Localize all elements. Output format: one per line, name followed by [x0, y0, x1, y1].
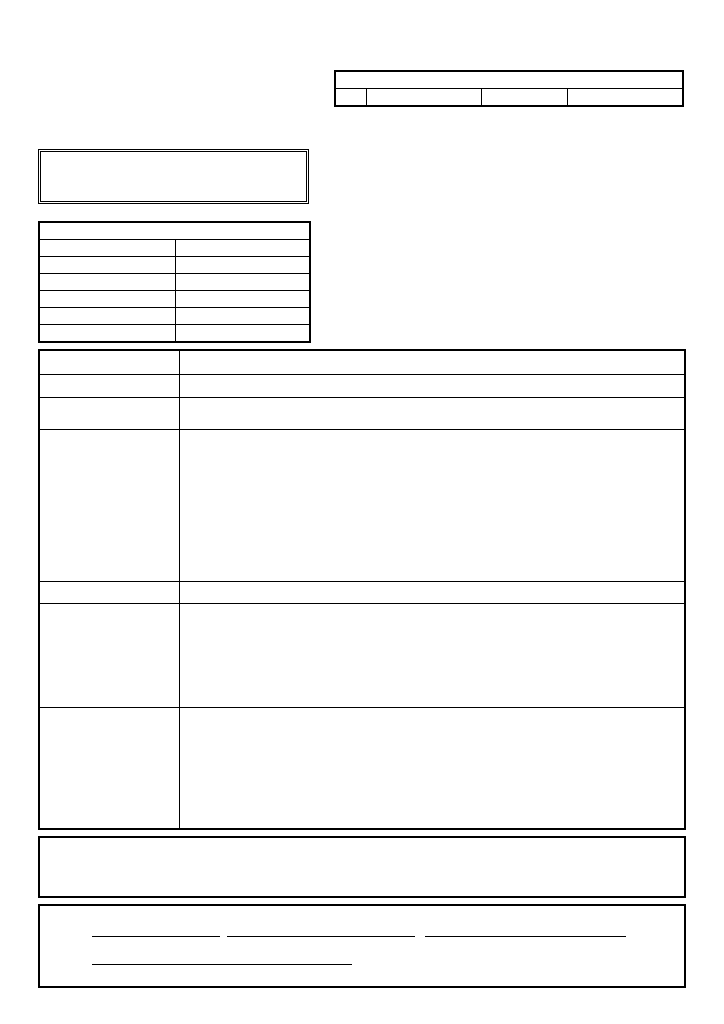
medicine-row: [40, 397, 684, 430]
measurement-title: [335, 71, 683, 89]
drink-time-label: [40, 582, 180, 604]
header-time: [367, 89, 481, 107]
company-field[interactable]: [227, 936, 415, 937]
office-label: [39, 240, 176, 257]
drink-amount-label: [40, 604, 180, 708]
basic-info-table: [38, 221, 311, 343]
sex-label: [39, 257, 176, 274]
drink-time-row: [40, 581, 684, 604]
header-count: [335, 89, 367, 107]
measurement-table: [334, 70, 684, 107]
questionnaire-table: [38, 349, 686, 830]
smoking-label: [40, 351, 180, 374]
height-label: [39, 308, 176, 325]
condition-label: [40, 708, 180, 829]
basic-info-title: [39, 222, 310, 240]
birth-label: [39, 274, 176, 291]
header-gargle: [568, 89, 683, 107]
sex-field[interactable]: [176, 257, 310, 274]
weight-label: [39, 325, 176, 343]
smoking-row: [40, 351, 684, 374]
confirmation-box: [38, 904, 686, 988]
weight-field[interactable]: [176, 325, 310, 343]
condition-row: [40, 707, 684, 829]
office-name-field[interactable]: [425, 936, 626, 937]
intake-row: [40, 429, 684, 582]
privacy-notice: [38, 149, 309, 204]
other-remarks-box[interactable]: [38, 836, 686, 898]
medicine-field[interactable]: [186, 398, 680, 430]
illness-row: [40, 374, 684, 398]
age-label: [39, 291, 176, 308]
medicine-label: [40, 398, 180, 430]
office-field[interactable]: [176, 240, 310, 257]
header-result: [481, 89, 568, 107]
illness-label: [40, 375, 180, 398]
date-field[interactable]: [92, 936, 220, 937]
person-field[interactable]: [92, 964, 352, 965]
age-field[interactable]: [176, 291, 310, 308]
birth-field[interactable]: [176, 274, 310, 291]
height-field[interactable]: [176, 308, 310, 325]
drink-amount-row: [40, 603, 684, 708]
intake-label: [40, 430, 180, 582]
